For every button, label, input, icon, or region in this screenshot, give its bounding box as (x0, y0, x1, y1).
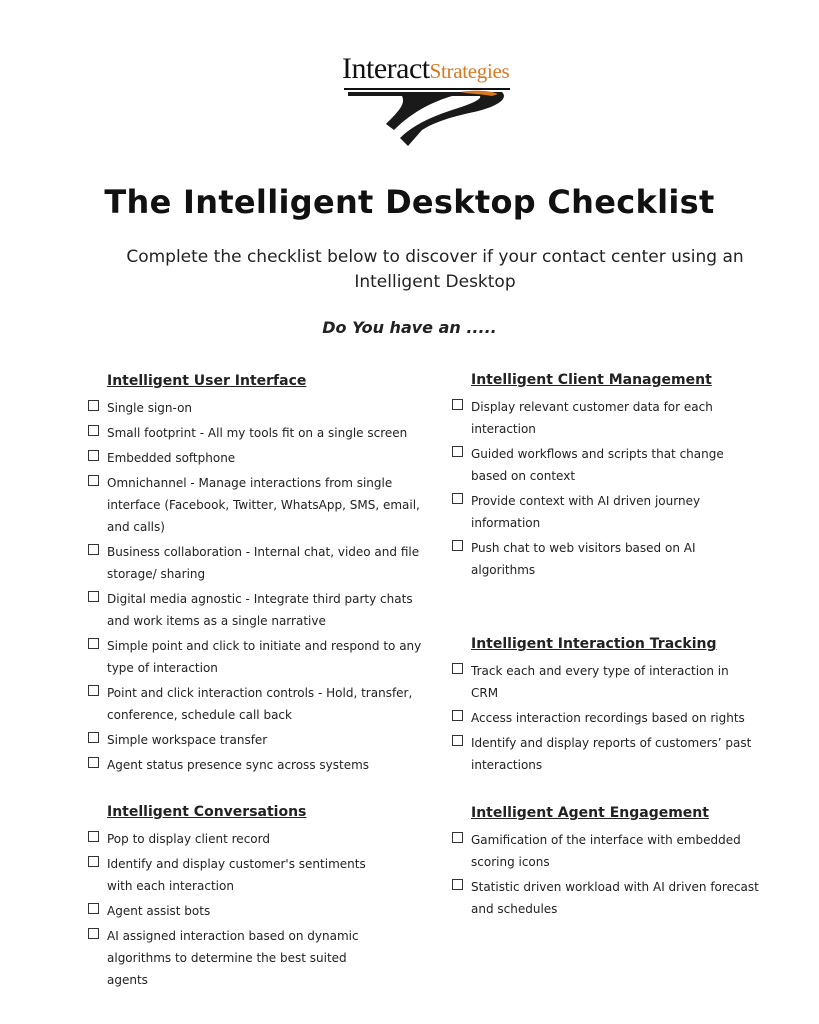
section-heading: Intelligent Agent Engagement (471, 805, 709, 821)
checkbox[interactable] (88, 757, 99, 768)
item-label: Simple point and click to initiate and respond to any type of interaction (107, 639, 422, 675)
checklist-item[interactable] (88, 828, 388, 850)
checklist-item[interactable] (88, 754, 438, 776)
checklist-prompt: Do You have an ..... (322, 318, 497, 337)
checkbox[interactable] (452, 540, 463, 551)
checkbox[interactable] (452, 446, 463, 457)
item-label: Single sign-on (107, 401, 193, 415)
checklist-item[interactable] (452, 732, 752, 776)
checklist-item[interactable] (452, 707, 752, 729)
checklist-item[interactable] (452, 396, 752, 440)
item-label: Embedded softphone (107, 451, 236, 465)
checklist-item[interactable] (452, 490, 752, 534)
checkbox[interactable] (88, 732, 99, 743)
section-heading: Intelligent User Interface (107, 373, 307, 389)
checkbox[interactable] (452, 735, 463, 746)
section-heading: Intelligent Interaction Tracking (471, 636, 717, 652)
item-label: Small footprint - All my tools fit on a single screen (107, 426, 408, 440)
checkbox[interactable] (452, 879, 463, 890)
checkbox[interactable] (88, 475, 99, 486)
checkbox[interactable] (452, 493, 463, 504)
item-label: Omnichannel - Manage interactions from single interface (Facebook, Twitter, WhatsApp, SMS, email, and calls) (107, 476, 420, 534)
item-label: Display relevant customer data for each interaction (471, 400, 713, 436)
checklist-item[interactable] (88, 925, 388, 991)
item-label: Statistic driven workload with AI driven forecast and schedules (471, 880, 759, 916)
logo-word-strategies: Strategies (429, 59, 510, 83)
logo-wordmark (342, 52, 509, 86)
page-title: The Intelligent Desktop Checklist (104, 183, 715, 221)
item-label: Provide context with AI driven journey information (471, 494, 701, 530)
checklist-item[interactable] (88, 900, 388, 922)
road-swoosh-icon (342, 86, 514, 148)
checkbox[interactable] (452, 832, 463, 843)
checklist-item[interactable] (88, 422, 438, 444)
section-intelligent-conversations (88, 804, 388, 994)
checklist-item[interactable] (452, 537, 752, 581)
item-label: Access interaction recordings based on rights (471, 711, 745, 725)
item-label: Simple workspace transfer (107, 733, 268, 747)
section-heading: Intelligent Conversations (107, 804, 307, 820)
checkbox[interactable] (88, 638, 99, 649)
checkbox[interactable] (88, 831, 99, 842)
checkbox[interactable] (88, 856, 99, 867)
checklist-item[interactable] (88, 588, 438, 632)
item-label: Identify and display reports of customers’ past interactions (471, 736, 752, 772)
checkbox[interactable] (88, 450, 99, 461)
item-label: AI assigned interaction based on dynamic algorithms to determine the best suited agents (107, 929, 359, 987)
checklist-item[interactable] (452, 443, 752, 487)
checklist-item[interactable] (88, 397, 438, 419)
section-intelligent-interaction-tracking (452, 636, 752, 779)
item-label: Agent assist bots (107, 904, 211, 918)
checkbox[interactable] (88, 928, 99, 939)
checklist-item[interactable] (88, 853, 388, 897)
item-label: Guided workflows and scripts that change based on context (471, 447, 724, 483)
item-label: Track each and every type of interaction in CRM (471, 664, 729, 700)
logo-word-interact: Interact (342, 52, 430, 85)
checkbox[interactable] (452, 399, 463, 410)
item-label: Digital media agnostic - Integrate third party chats and work items as a single narrative (107, 592, 413, 628)
checkbox[interactable] (88, 903, 99, 914)
company-logo (342, 50, 514, 150)
section-intelligent-client-management (452, 372, 752, 584)
checklist-item[interactable] (88, 682, 438, 726)
checkbox[interactable] (452, 663, 463, 674)
checklist-item[interactable] (88, 447, 438, 469)
checkbox[interactable] (88, 425, 99, 436)
section-intelligent-user-interface (88, 373, 438, 779)
checklist-item[interactable] (452, 660, 752, 704)
checkbox[interactable] (88, 544, 99, 555)
item-label: Pop to display client record (107, 832, 270, 846)
checklist-item[interactable] (88, 472, 438, 538)
item-label: Gamification of the interface with embedded scoring icons (471, 833, 741, 869)
checkbox[interactable] (88, 591, 99, 602)
checklist-item[interactable] (452, 829, 772, 873)
section-intelligent-agent-engagement (452, 805, 772, 923)
section-heading: Intelligent Client Management (471, 372, 712, 388)
item-label: Identify and display customer's sentiments with each interaction (107, 857, 366, 893)
checklist-item[interactable] (88, 635, 438, 679)
checkbox[interactable] (452, 710, 463, 721)
item-label: Agent status presence sync across systems (107, 758, 370, 772)
checkbox[interactable] (88, 400, 99, 411)
checklist-item[interactable] (88, 541, 438, 585)
page-subtitle: Complete the checklist below to discover if your contact center using an Intelligent Desktop (126, 247, 744, 292)
item-label: Push chat to web visitors based on AI algorithms (471, 541, 696, 577)
item-label: Point and click interaction controls - Hold, transfer, conference, schedule call back (107, 686, 413, 722)
checklist-item[interactable] (88, 729, 438, 751)
checklist-item[interactable] (452, 876, 772, 920)
item-label: Business collaboration - Internal chat, video and file storage/ sharing (107, 545, 420, 581)
checkbox[interactable] (88, 685, 99, 696)
